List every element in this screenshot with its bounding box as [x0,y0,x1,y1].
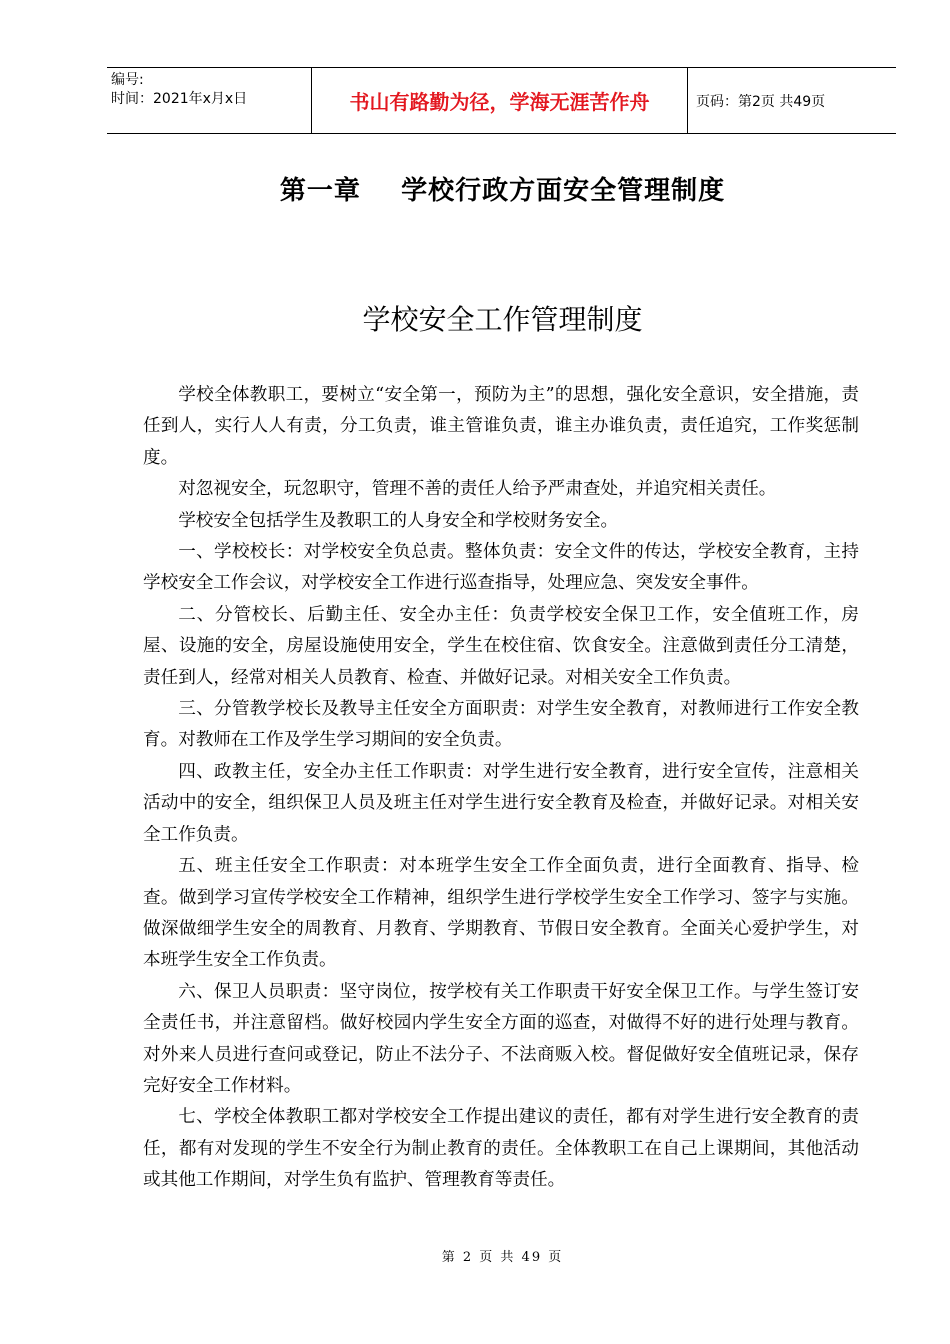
paragraph: 六、保卫人员职责：坚守岗位，按学校有关工作职责干好安全保卫工作。与学生签订安全责任书，并注意留档。做好校园内学生安全方面的巡查，对做得不好的进行处理与教育。对外来人员进行查问或登记，防止不法分子、不法商贩入校。督促做好安全值班记录，保存完好安全工作材料。 [143,981,859,1096]
paragraph: 四、政教主任，安全办主任工作职责：对学生进行安全教育，进行安全宣传，注意相关活动中的安全，组织保卫人员及班主任对学生进行安全教育及检查，并做好记录。对相关安全工作负责。 [143,761,859,845]
document-body [143,380,859,1197]
page-footer: 第 2 页 共 49 页 [441,1250,564,1265]
header-table [107,67,896,134]
paragraph: 一、学校校长：对学校安全负总责。整体负责：安全文件的传达，学校安全教育，主持学校安全工作会议，对学校安全工作进行巡查指导，处理应急、突发安全事件。 [143,542,859,594]
paragraph: 五、班主任安全工作职责：对本班学生安全工作全面负责，进行全面教育、指导、检查。做到学习宣传学校安全工作精神，组织学生进行学校学生安全工作学习、签字与实施。做深做细学生安全的周教育、月教育、学期教育、节假日安全教育。全面关心爱护学生，对本班学生安全工作负责。 [143,856,859,971]
paragraph: 学校安全包括学生及教职工的人身安全和学校财务安全。 [178,510,619,531]
header-page-info: 页码：第2页 共49页 [688,68,897,134]
paragraph: 对忽视安全，玩忽职守，管理不善的责任人给予严肃查处，并追究相关责任。 [178,479,777,500]
paragraph: 三、分管教学校长及教导主任安全方面职责：对学生安全教育，对教师进行工作安全教育。对教师在工作及学生学习期间的安全负责。 [143,699,859,751]
paragraph: 七、学校全体教职工都对学校安全工作提出建议的责任，都有对学生进行安全教育的责任，都有对发现的学生不安全行为制止教育的责任。全体教职工在自己上课期间，其他活动或其他工作期间，对学生负有监护、管理教育等责任。 [143,1107,859,1191]
paragraph: 学校全体教职工，要树立“安全第一，预防为主”的思想，强化安全意识，安全措施，责任到人，实行人人有责，分工负责，谁主管谁负责，谁主办谁负责，责任追究，工作奖惩制度。 [143,385,859,468]
header-meta-cell [107,68,312,134]
document-time-label: 时间：2021年x月x日 [111,91,248,107]
chapter-title: 第一章 学校行政方面安全管理制度 [279,176,726,206]
document-title: 学校安全工作管理制度 [362,303,643,336]
paragraph: 二、分管校长、后勤主任、安全办主任：负责学校安全保卫工作，安全值班工作，房屋、设施的安全，房屋设施使用安全，学生在校住宿、饮食安全。注意做到责任分工清楚，责任到人，经常对相关人员教育、检查、并做好记录。对相关安全工作负责。 [143,604,859,688]
document-number-label: 编号: [111,72,144,88]
header-motto: 书山有路勤为径，学海无涯苦作舟 [312,68,688,134]
